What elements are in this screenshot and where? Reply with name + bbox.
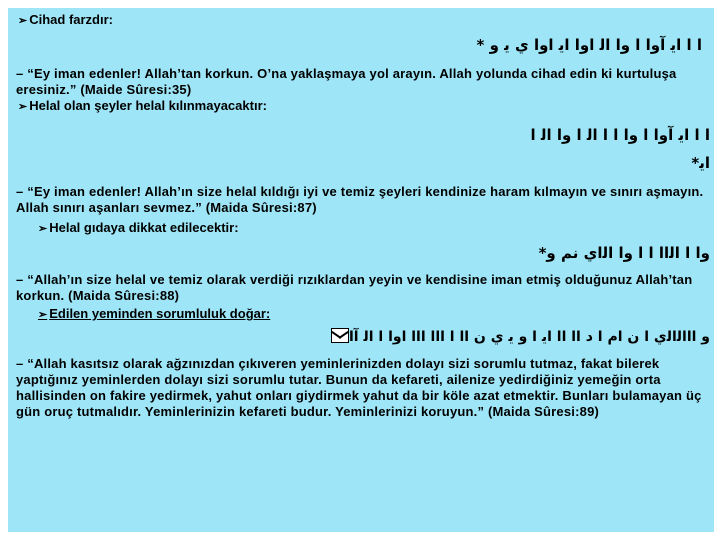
- translation-maide-35: – “Ey iman edenler! Allah’tan korkun. O’na yaklaşmaya yol arayın. Allah yolunda cihad edin ki kurtuluşa eresiniz.” (Maide Sûresi:35): [16, 66, 677, 97]
- heading-cihad: [18, 12, 113, 27]
- bullet-arrow-icon: ➢: [18, 15, 28, 27]
- arabic-verse-maide-35: ﺍ ﺍ ﺍﻳ ﺁﻭﺍ ﺍ ﻭﺍ ﺍﻟ ﺍﻭﺍ ﺍﻳ ﺍﻭﺍ ﻱ ﻳ ﻭ *: [476, 36, 702, 54]
- heading-helal-gida: [38, 220, 239, 235]
- arabic-verse-maida-89-text: ﻭ ﺍﺍﺍﻟﺍﻟﻱ ﺍ ﻥ ﺍﻡ ﺍ ﺩ ﺍﺍ ﺍﺍ ﺍﻳ ﺍ ﻭ ﻳ ﻱ ﻥ ﺍﺍ ﺍ ﺍﺍﺍ ﺍﺍﺍ ﺍﻭﺍ ﺍ ﺍﻟ ﺁﺍ: [349, 329, 710, 345]
- arabic-verse-maida-89: [210, 328, 710, 345]
- translation-maida-89: – “Allah kasıtsız olarak ağzınızdan çıkıveren yeminlerinizden dolayı sizi sorumlu tutmaz, fakat bilerek yaptığınız yeminlerden dolayı sizi sorumlu tutar. Bunun da kefareti, ailenize yedirdiğiniz yemeğin orta hallisinden on fakire yedirmek, yahut onları giydirmek yahut da bir köle azat etmektir. Bunları bulamayan üç gün oruç tutmalıdır. Yeminlerinizin kefareti budur. Yeminlerinizi koruyun.” (Maida Sûresi:89): [16, 356, 702, 419]
- heading-yemin-text: Edilen yeminden sorumluluk doğar:: [49, 306, 271, 321]
- arabic-verse-maida-87-line1: ﺍ ﺍ ﺍﻳ ﺁﻭﺍ ﺍ ﻭﺍ ﺍ ﺍ ﺍﻟ ﺍ ﻭﺍ ﺍﻟ ﺍ: [530, 126, 710, 144]
- bullet-arrow-icon: ➢: [38, 309, 48, 321]
- arabic-verse-maida-88: ﻭﺍ ﺍ ﺍﻟﺍﺍ ﺍ ﺍ ﻭﺍ ﺍﻟﺍﻱ ﻧﻢ ﻭ*: [538, 244, 710, 262]
- bullet-arrow-icon: ➢: [38, 223, 48, 235]
- translation-maida-87: – “Ey iman edenler! Allah’ın size helal kıldığı iyi ve temiz şeyleri kendinize haram kılmayın ve sınırı aşmayın. Allah sınırı aşanları sevmez.” (Maida Sûresi:87): [16, 184, 704, 215]
- envelope-icon: [331, 328, 349, 343]
- heading-yemin: [38, 306, 270, 321]
- heading-helal-text: Helal olan şeyler helal kılınmayacaktır:: [29, 98, 267, 113]
- slide: [8, 8, 714, 532]
- translation-maida-88: – “Allah’ın size helal ve temiz olarak verdiği rızıklardan yeyin ve kendisine iman etmiş olduğunuz Allah’tan korkun. (Maida Sûresi:88): [16, 272, 693, 303]
- arabic-verse-maida-87-line2: ﺍﻳ*: [691, 154, 710, 172]
- heading-helal-gida-text: Helal gıdaya dikkat edilecektir:: [49, 220, 239, 235]
- heading-helal: [18, 98, 267, 113]
- heading-cihad-text: Cihad farzdır:: [29, 12, 114, 27]
- bullet-arrow-icon: ➢: [18, 101, 28, 113]
